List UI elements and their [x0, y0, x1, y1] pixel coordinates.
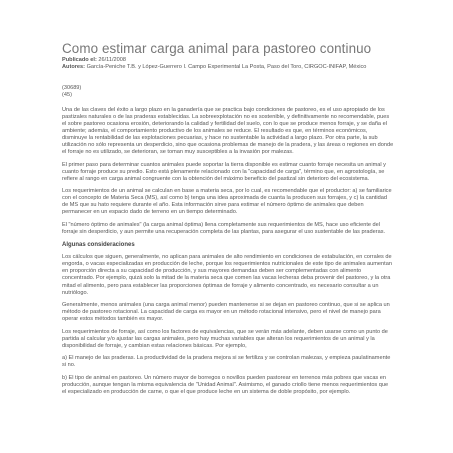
paragraph: Los requerimientos de forraje, así como los factores de equivalencias, que se verán más adelante, deben usarse como un punto de partida al calcular y/o ajustar las cargas animales, pero hay muchas variables que alteran los requerimientos de un animal y la disponibilidad de forraje, y cambian estas relaciones básicas. Por ejemplo,: [62, 328, 388, 349]
article-id-1: (30689): [62, 85, 82, 91]
article-title: Como estimar carga animal para pastoreo continuo: [62, 41, 372, 56]
published-line: [62, 57, 394, 64]
paragraph: El "número óptimo de animales" (la carga animal óptima) llena completamente sus requerimientos de MS, hace uso eficiente del forraje sin desperdicio, y aun permite una recuperación completa de las plantas, para asegurar el uso sustentable de las praderas.: [62, 221, 386, 235]
paragraph: Una de las claves del éxito a largo plazo en la ganadería que se practica bajo condiciones de pastoreo, es el uso apropiado de los pastizales naturales o de las praderas establecidas. La sobreexplotación no es sostenible, y definitivamente no recomendable, pues el sobre pastoreo ocasiona erosión, deteriorando la calidad y fertilidad del suelo, con lo que se produce menos forraje, y se daña el ambiente; además, el comportamiento productivo de los animales se reduce. El resultado es que, en términos económicos, disminuye la rentabilidad de las explotaciones pecuarias, y hace no sustentable la actividad a largo plazo. Por otra parte, la sub utilización no sólo representa un desperdicio, sino que ocasiona problemas de manejo de la pradera, y las áreas o regiones en donde el forraje no es utilizado, se deterioran, se toman muy susceptibles a la invasión por malezas.: [62, 107, 394, 156]
paragraph: Generalmente, menos animales (una carga animal menor) pueden mantenerse si se dejan en pastoreo continuo, que si se aplica un método de pastoreo rotacional. La capacidad de carga es mayor en un método rotacional intensivo, pero el nivel de manejo para operar estos métodos también es mayor.: [62, 301, 390, 323]
authors-label: Autores:: [62, 64, 85, 70]
article: [62, 41, 394, 401]
paragraph: El primer paso para determinar cuantos animales puede soportar la tierra disponible es estimar cuanto forraje necesita un animal y cuanto forraje produce su predio. Esto está plenamente relacionado con la "capacidad de carga", término que, en agrostología, se refiere al rango en carga animal congruente con la obtención del máximo beneficio del pastizal sin deterioro del ecosistema.: [62, 161, 386, 182]
paragraph: Los cálculos que siguen, generalmente, no aplican para animales de alto rendimiento en condiciones de estabulación, en corrales de engorda, o vacas especializadas en producción de leche, porque los requerimientos nutricionales de este tipo de animales aumentan en proporción directa a su capacidad de producción, y sus mayores demandas deben ser complementadas con alimento concentrado. Por ejemplo, quizá solo la mitad de la materia seca que comen las vacas lecheras deba provenir del pastoreo, y la otra mitad el alimento, pero para establecer las proporciones óptimas de forraje y alimento concentrado, es necesario consultar a un nutriólogo.: [62, 254, 392, 296]
article-id-2: (45): [62, 92, 72, 98]
paragraph: Los requerimientos de un animal se calculan en base a materia seca, por lo cual, es recomendable que el productor: a) se familiarice con el concepto de Materia Seca (MS), así como b) tenga una idea aproximada de cuanta la producen sus forrajes, y c) la cantidad de MS que su hato requiere durante el año. Esta información sirve para estimar el número óptimo de animales que deben permanecer en un espacio dado de terreno en un tiempo determinado.: [62, 188, 392, 216]
authors-line: [62, 64, 394, 71]
published-label: Publicado el:: [62, 57, 97, 63]
paragraph: b) El tipo de animal en pastoreo. Un número mayor de borregos o novillos pueden pastorear en terrenos más pobres que vacas en producción, aunque tengan la misma equivalencia de "Unidad Animal". Asimismo, el ganado criollo tiene menos requerimientos que el especializado en producción de carne, o que el que produce leche en un sistema de doble propósito, por ejemplo.: [62, 374, 389, 395]
article-meta: [62, 57, 394, 71]
section-heading: Algunas consideraciones: [62, 242, 135, 249]
published-date: 26/11/2008: [98, 57, 126, 63]
article-ids: [62, 85, 394, 99]
authors-text: García-Peniche T.B. y López-Guerrero I. Campo Experimental La Posta, Paso del Toro, CIRGOC-INIFAP, México: [86, 64, 367, 70]
paragraph: a) El manejo de las praderas. La productividad de la pradera mejora si se fertiliza y se controlan malezas, y empieza paulatinamente si no.: [62, 355, 391, 369]
